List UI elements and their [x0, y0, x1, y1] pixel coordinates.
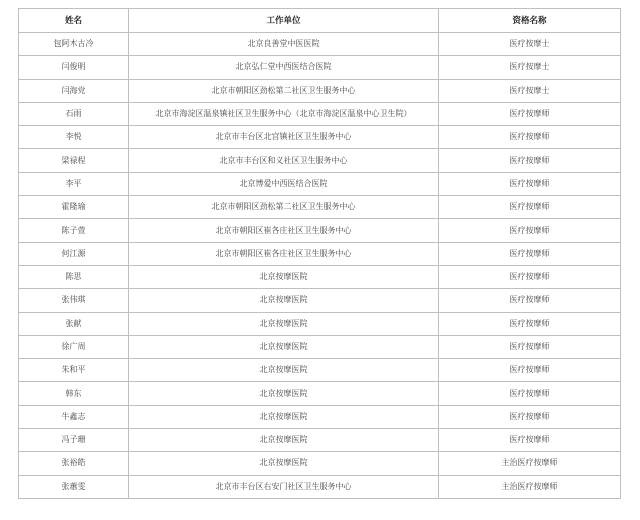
cell-unit: 北京按摩医院	[129, 335, 439, 358]
table-row	[19, 56, 621, 79]
table-row	[19, 475, 621, 498]
cell-unit: 北京博爱中西医结合医院	[129, 172, 439, 195]
header-unit: 工作单位	[129, 9, 439, 33]
cell-unit: 北京按摩医院	[129, 405, 439, 428]
cell-unit: 北京市朝阳区崔各庄社区卫生服务中心	[129, 219, 439, 242]
cell-cert: 医疗按摩师	[439, 429, 621, 452]
cell-unit: 北京市朝阳区劲松第二社区卫生服务中心	[129, 79, 439, 102]
cell-cert: 医疗按摩师	[439, 289, 621, 312]
cell-unit: 北京按摩医院	[129, 289, 439, 312]
cell-unit: 北京按摩医院	[129, 359, 439, 382]
cell-name: 徐广周	[19, 335, 129, 358]
cell-cert: 主治医疗按摩师	[439, 452, 621, 475]
cell-unit: 北京按摩医院	[129, 382, 439, 405]
table-header-row	[19, 9, 621, 33]
cell-cert: 医疗按摩师	[439, 265, 621, 288]
cell-cert: 医疗按摩师	[439, 312, 621, 335]
table-row	[19, 335, 621, 358]
cell-unit: 北京良善堂中医医院	[129, 33, 439, 56]
cell-cert: 医疗按摩师	[439, 126, 621, 149]
table-row	[19, 359, 621, 382]
cell-cert: 医疗按摩师	[439, 242, 621, 265]
table-row	[19, 126, 621, 149]
roster-table-container	[18, 8, 620, 499]
cell-name: 张裕皓	[19, 452, 129, 475]
cell-cert: 医疗按摩师	[439, 335, 621, 358]
table-body	[19, 33, 621, 499]
cell-unit: 北京按摩医院	[129, 452, 439, 475]
table-row	[19, 172, 621, 195]
cell-cert: 医疗按摩师	[439, 196, 621, 219]
cell-name: 冯子珊	[19, 429, 129, 452]
cell-name: 陈思	[19, 265, 129, 288]
cell-name: 闫海党	[19, 79, 129, 102]
cell-name: 何江源	[19, 242, 129, 265]
table-row	[19, 79, 621, 102]
cell-name: 梁禄程	[19, 149, 129, 172]
cell-unit: 北京市朝阳区劲松第二社区卫生服务中心	[129, 196, 439, 219]
cell-unit: 北京按摩医院	[129, 429, 439, 452]
table-row	[19, 33, 621, 56]
cell-name: 张献	[19, 312, 129, 335]
table-row	[19, 289, 621, 312]
cell-cert: 医疗按摩师	[439, 405, 621, 428]
table-row	[19, 265, 621, 288]
cell-cert: 医疗按摩士	[439, 79, 621, 102]
cell-unit: 北京弘仁堂中西医结合医院	[129, 56, 439, 79]
cell-cert: 主治医疗按摩师	[439, 475, 621, 498]
cell-name: 牛鑫志	[19, 405, 129, 428]
cell-name: 李平	[19, 172, 129, 195]
header-name: 姓名	[19, 9, 129, 33]
cell-name: 朱和平	[19, 359, 129, 382]
cell-unit: 北京按摩医院	[129, 265, 439, 288]
cell-cert: 医疗按摩师	[439, 219, 621, 242]
cell-unit: 北京市丰台区和义社区卫生服务中心	[129, 149, 439, 172]
table-row	[19, 219, 621, 242]
cell-name: 包阿木古冷	[19, 33, 129, 56]
cell-unit: 北京市丰台区右安门社区卫生服务中心	[129, 475, 439, 498]
table-row	[19, 149, 621, 172]
table-row	[19, 102, 621, 125]
cell-cert: 医疗按摩士	[439, 33, 621, 56]
table-row	[19, 405, 621, 428]
cell-name: 韩东	[19, 382, 129, 405]
table-row	[19, 196, 621, 219]
cell-cert: 医疗按摩师	[439, 172, 621, 195]
table-row	[19, 242, 621, 265]
cell-name: 闫俊明	[19, 56, 129, 79]
cell-cert: 医疗按摩师	[439, 149, 621, 172]
table-row	[19, 382, 621, 405]
cell-name: 张蕙雯	[19, 475, 129, 498]
cell-name: 陈子萱	[19, 219, 129, 242]
table-row	[19, 429, 621, 452]
cell-cert: 医疗按摩师	[439, 359, 621, 382]
cell-name: 张伟琪	[19, 289, 129, 312]
cell-cert: 医疗按摩师	[439, 382, 621, 405]
header-cert: 资格名称	[439, 9, 621, 33]
cell-unit: 北京市朝阳区崔各庄社区卫生服务中心	[129, 242, 439, 265]
cell-unit: 北京市海淀区温泉镇社区卫生服务中心（北京市海淀区温泉中心卫生院）	[129, 102, 439, 125]
cell-cert: 医疗按摩士	[439, 56, 621, 79]
roster-table	[18, 8, 621, 499]
cell-unit: 北京市丰台区北宫镇社区卫生服务中心	[129, 126, 439, 149]
table-row	[19, 452, 621, 475]
cell-name: 霍隆瑜	[19, 196, 129, 219]
cell-unit: 北京按摩医院	[129, 312, 439, 335]
cell-cert: 医疗按摩师	[439, 102, 621, 125]
cell-name: 石雨	[19, 102, 129, 125]
cell-name: 李悦	[19, 126, 129, 149]
table-row	[19, 312, 621, 335]
